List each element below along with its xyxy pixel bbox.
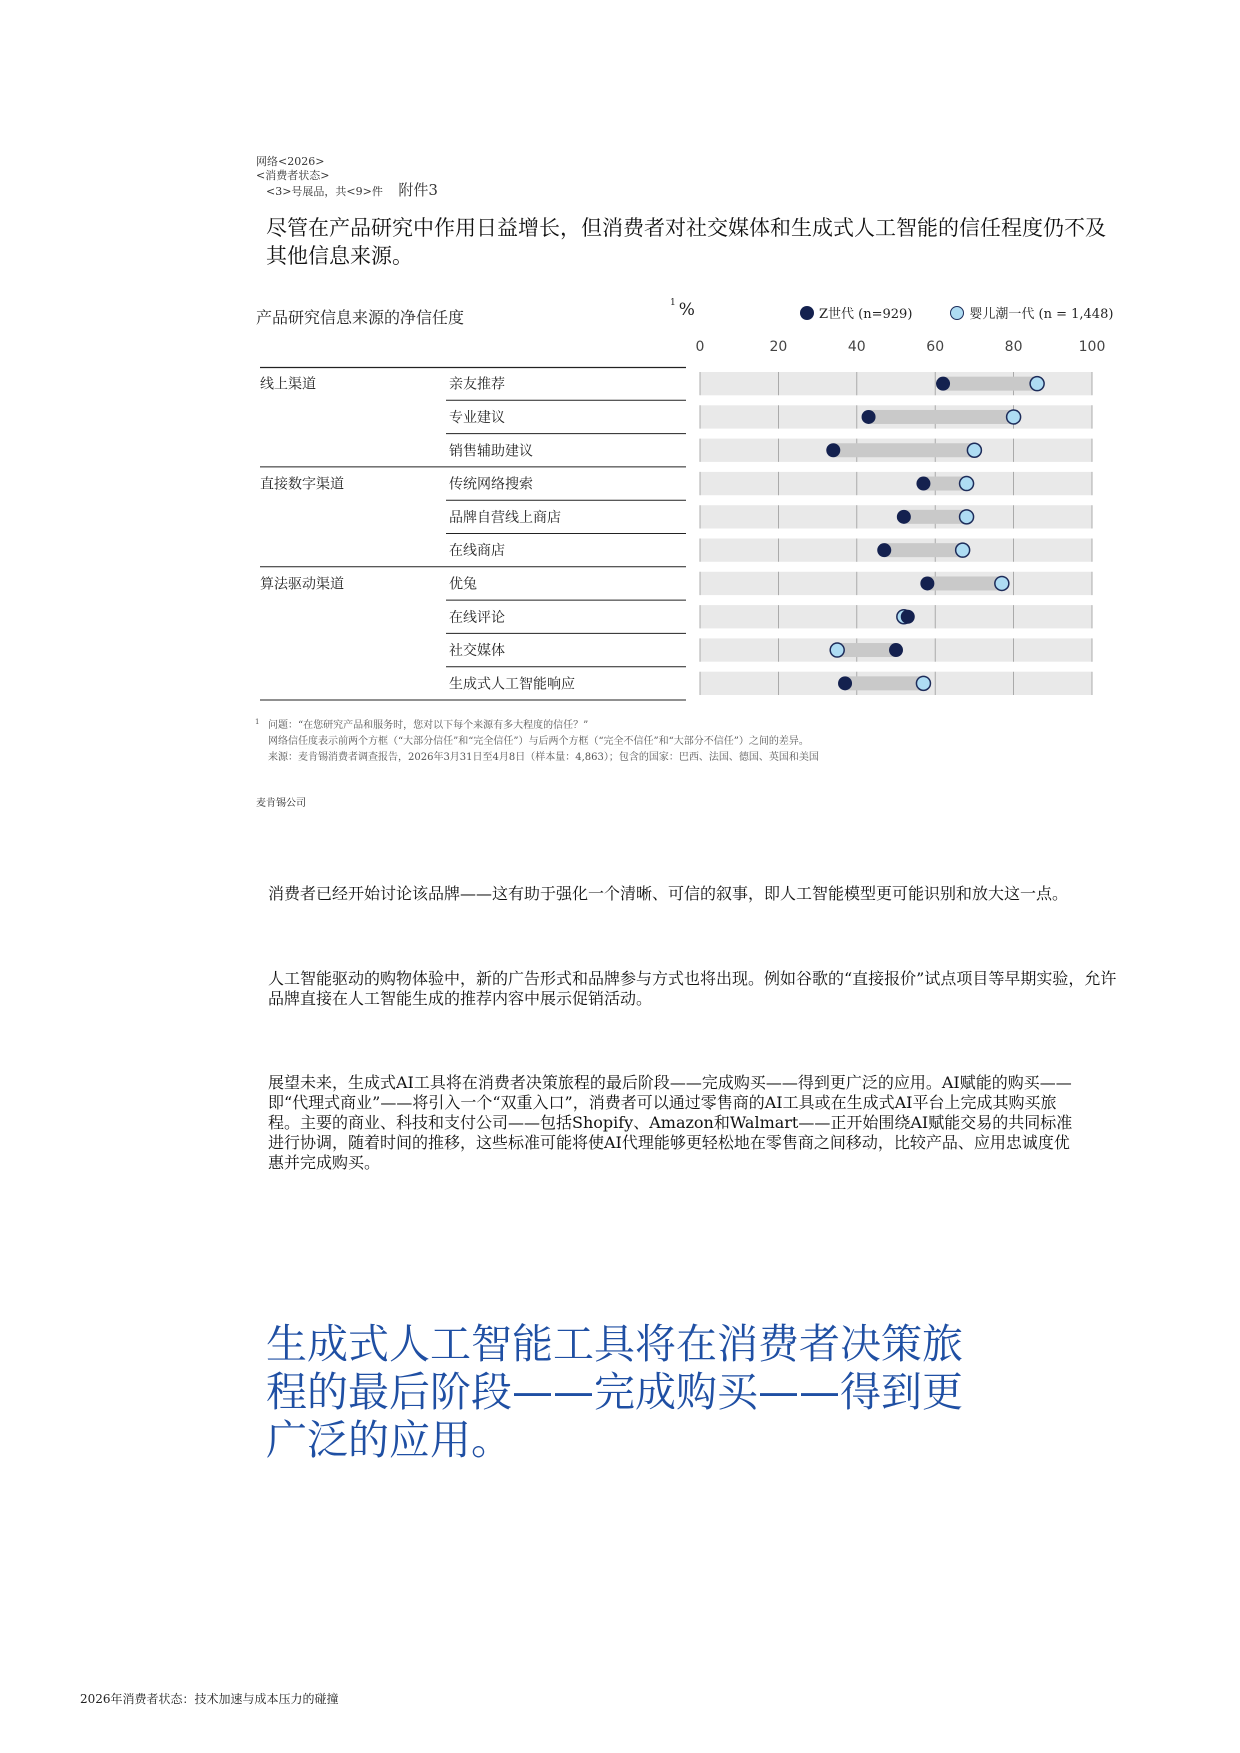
chart-notes <box>256 718 1176 766</box>
chart-title: 产品研究信息来源的净信任度 <box>256 308 465 327</box>
boomer-dot <box>995 576 1009 590</box>
genz-dot <box>877 543 891 557</box>
category-label: 在线评论 <box>449 609 505 626</box>
boomer-dot <box>1007 410 1021 424</box>
row-track <box>700 572 1092 595</box>
x-tick-label: 100 <box>1078 339 1106 355</box>
range-bar <box>904 510 967 524</box>
genz-dot <box>916 477 930 491</box>
genz-dot <box>936 377 950 391</box>
range-bar <box>927 576 1001 590</box>
row-track <box>700 505 1092 528</box>
chart-legend <box>800 303 1151 322</box>
trust-dot-chart <box>256 335 1156 710</box>
note-definition: 网络信任度表示前两个方框（“大部分信任”和“完全信任”）与后两个方框（“完全不信任”和“大部分不信任”）之间的差异。 <box>268 736 809 747</box>
boomer-dot <box>960 510 974 524</box>
body-paragraph: 人工智能驱动的购物体验中，新的广告形式和品牌参与方式也将出现。例如谷歌的“直接报价”试点项目等早期实验，允许品牌直接在人工智能生成的推荐内容中展示促销活动。 <box>268 969 1117 1008</box>
boomer-dot <box>916 676 930 690</box>
boomer-dot <box>830 643 844 657</box>
boomer-dot <box>956 543 970 557</box>
x-tick-label: 80 <box>1004 339 1023 355</box>
category-label: 生成式人工智能响应 <box>449 676 575 693</box>
exhibit-headline: 尽管在产品研究中作用日益增长，但消费者对社交媒体和生成式人工智能的信任程度仍不及其他信息来源。 <box>266 216 1106 268</box>
range-bar <box>837 643 896 657</box>
row-track <box>700 605 1092 628</box>
page-footer: 2026年消费者状态：技术加速与成本压力的碰撞 <box>80 1692 339 1706</box>
genz-dot <box>838 676 852 690</box>
group-label: 直接数字渠道 <box>260 476 344 493</box>
range-bar <box>845 676 923 690</box>
x-tick-label: 20 <box>769 339 788 355</box>
boomer-dot <box>960 477 974 491</box>
category-label: 亲友推荐 <box>449 376 505 393</box>
note-source: 来源：麦肯锡消费者调查报告，2026年3月31日至4月8日（样本量：4,863）；包含的国家：巴西、法国、德国、英国和美国 <box>268 752 819 763</box>
category-label: 在线商店 <box>449 543 505 560</box>
legend-genz-label: Z世代 (n=929) <box>819 307 913 322</box>
x-tick-label: 0 <box>695 339 705 355</box>
company-name: 麦肯锡公司 <box>256 798 306 809</box>
legend-boomer-label: 婴儿潮一代 (n = 1,448) <box>969 307 1114 322</box>
genz-dot <box>889 643 903 657</box>
legend-boomer-marker <box>950 306 964 320</box>
category-label: 销售辅助建议 <box>449 443 533 460</box>
exhibit-count: <3>号展品，共<9>件 <box>266 185 383 198</box>
x-tick-label: 60 <box>926 339 945 355</box>
genz-dot <box>920 576 934 590</box>
category-label: 专业建议 <box>449 409 505 426</box>
genz-dot <box>901 610 915 624</box>
report-line-2: <消费者状态> <box>256 169 330 182</box>
report-line-1: 网络<2026> <box>256 155 325 168</box>
range-bar <box>869 410 1014 424</box>
boomer-dot <box>1030 377 1044 391</box>
exhibit-header <box>256 155 438 199</box>
percent-unit: % <box>678 300 695 320</box>
body-paragraph: 消费者已经开始讨论该品牌——这有助于强化一个清晰、可信的叙事，即人工智能模型更可能识别和放大这一点。 <box>268 884 1069 903</box>
notes-footnote-mark: 1 <box>255 718 260 726</box>
group-label: 线上渠道 <box>260 376 316 393</box>
exhibit-label: 附件3 <box>398 181 438 199</box>
legend-boomer <box>950 303 1113 322</box>
legend-genz <box>800 303 912 322</box>
category-label: 优兔 <box>449 576 477 593</box>
range-bar <box>884 543 962 557</box>
range-bar <box>943 377 1037 391</box>
note-question: 问题：“在您研究产品和服务时，您对以下每个来源有多大程度的信任？” <box>268 720 589 731</box>
category-label: 传统网络搜索 <box>449 476 533 493</box>
category-label: 品牌自营线上商店 <box>449 509 561 526</box>
legend-genz-marker <box>800 306 814 320</box>
row-track <box>700 472 1092 495</box>
percent-label <box>670 300 695 320</box>
group-label: 算法驱动渠道 <box>260 576 344 593</box>
pull-quote: 生成式人工智能工具将在消费者决策旅程的最后阶段——完成购买——得到更广泛的应用。 <box>266 1320 963 1464</box>
genz-dot <box>897 510 911 524</box>
category-label: 社交媒体 <box>449 643 505 660</box>
range-bar <box>833 443 974 457</box>
percent-footnote-mark: 1 <box>670 298 676 308</box>
genz-dot <box>862 410 876 424</box>
x-tick-label: 40 <box>847 339 866 355</box>
boomer-dot <box>967 443 981 457</box>
genz-dot <box>826 443 840 457</box>
body-paragraph: 展望未来，生成式AI工具将在消费者决策旅程的最后阶段——完成购买——得到更广泛的应用。AI赋能的购买——即“代理式商业”——将引入一个“双重入口”，消费者可以通过零售商的AI工具或在生成式AI平台上完成其购买旅程。主要的商业、科技和支付公司——包括Shopify、Amazon和Walmart——正开始围绕AI赋能交易的共同标准进行协调，随着时间的推移，这些标准可能将使AI代理能够更轻松地在零售商之间移动，比较产品、应用忠诚度优惠并完成购买。 <box>268 1073 1073 1172</box>
